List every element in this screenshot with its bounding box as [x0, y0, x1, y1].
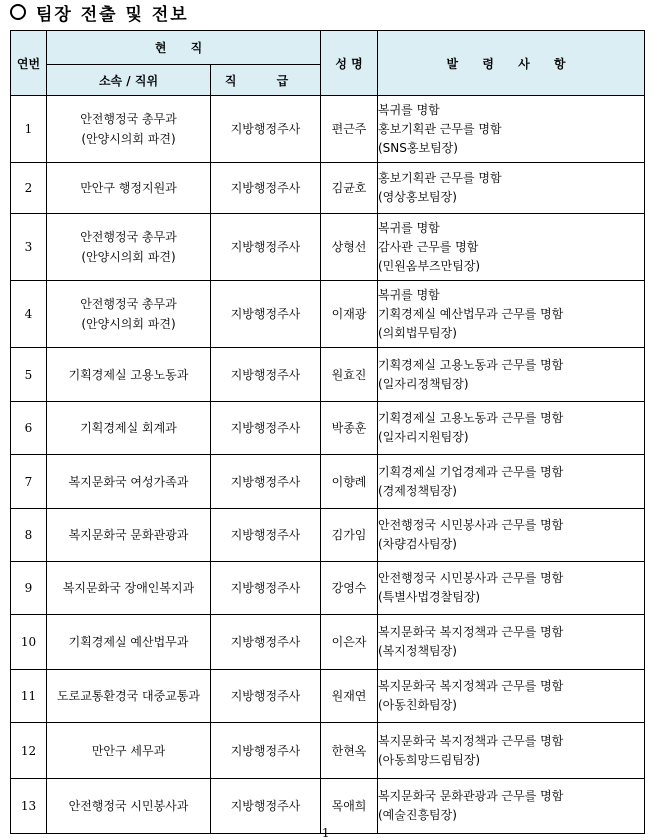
header-order-label: 발 령 사 항 — [446, 56, 576, 71]
row-name: 원재연 — [321, 670, 378, 723]
row-grade: 지방행정주사 — [211, 163, 321, 214]
row-number: 1 — [11, 96, 47, 163]
row-order — [378, 402, 645, 455]
row-number: 8 — [11, 509, 47, 562]
order-line: (의회법무팀장) — [378, 325, 457, 340]
table-body — [11, 96, 645, 834]
order-line: 기획경제실 고용노동과 근무를 명함 — [378, 357, 564, 372]
row-number: 2 — [11, 163, 47, 214]
department-line: 복지문화국 여성가족과 — [68, 474, 189, 489]
row-name: 원효진 — [321, 348, 378, 402]
order-line: (복지정책팀장) — [378, 644, 457, 658]
department-line: (안양시의회 파견) — [81, 250, 176, 264]
header-current-label: 현 직 — [154, 41, 213, 55]
circle-bullet-icon — [10, 4, 26, 20]
row-order — [378, 214, 645, 281]
row-department — [47, 402, 211, 455]
row-number: 13 — [11, 779, 47, 834]
row-name: 목애희 — [321, 779, 378, 834]
order-line: 홍보기획관 근무를 명함 — [378, 171, 502, 185]
table-row — [11, 348, 645, 402]
order-line: (일자리정책팀장) — [378, 376, 469, 391]
order-line: 복귀를 명함 — [378, 102, 440, 117]
table-row — [11, 670, 645, 723]
row-grade: 지방행정주사 — [211, 348, 321, 402]
order-line: 안전행정국 시민봉사과 근무를 명함 — [378, 571, 564, 585]
order-line: (영상홍보팀장) — [378, 190, 457, 204]
row-order — [378, 348, 645, 402]
row-grade: 지방행정주사 — [211, 509, 321, 562]
row-name: 김가임 — [321, 509, 378, 562]
table-row — [11, 509, 645, 562]
row-department — [47, 615, 211, 670]
row-department — [47, 281, 211, 348]
order-line: (일자리지원팀장) — [378, 430, 469, 444]
order-line: 복귀를 명함 — [378, 220, 440, 235]
order-line: 복지문화국 복지정책과 근무를 명함 — [378, 625, 564, 639]
header-grade — [211, 65, 321, 96]
row-grade: 지방행정주사 — [211, 96, 321, 163]
row-order — [378, 163, 645, 214]
row-number: 10 — [11, 615, 47, 670]
row-order — [378, 281, 645, 348]
department-line: 도로교통환경국 대중교통과 — [57, 689, 200, 703]
row-number: 9 — [11, 562, 47, 615]
order-line: (경제정책팀장) — [378, 483, 457, 498]
row-department — [47, 455, 211, 509]
row-order — [378, 723, 645, 779]
order-line: 감사관 근무를 명함 — [378, 239, 479, 254]
table-row — [11, 562, 645, 615]
row-name: 편근주 — [321, 96, 378, 163]
row-order — [378, 509, 645, 562]
order-line: 기획경제실 고용노동과 근무를 명함 — [378, 411, 564, 425]
row-grade: 지방행정주사 — [211, 670, 321, 723]
row-order — [378, 96, 645, 163]
order-line: 기획경제실 기업경제과 근무를 명함 — [378, 464, 564, 479]
row-department — [47, 214, 211, 281]
row-grade: 지방행정주사 — [211, 615, 321, 670]
table-row — [11, 723, 645, 779]
department-line: 복지문화국 문화관광과 — [68, 528, 189, 542]
department-line: 안전행정국 총무과 — [80, 112, 177, 126]
row-grade: 지방행정주사 — [211, 723, 321, 779]
department-line: 안전행정국 총무과 — [80, 230, 177, 244]
order-line: 홍보기획관 근무를 명함 — [378, 121, 502, 136]
row-name: 강영수 — [321, 562, 378, 615]
header-current — [47, 31, 321, 65]
personnel-table — [10, 30, 645, 834]
order-line: 복지문화국 복지정책과 근무를 명함 — [378, 733, 564, 748]
department-line: 기획경제실 예산법무과 — [68, 635, 189, 649]
row-grade: 지방행정주사 — [211, 455, 321, 509]
department-line: 안전행정국 시민봉사과 — [68, 799, 189, 813]
row-department — [47, 562, 211, 615]
row-number: 4 — [11, 281, 47, 348]
order-line: (차량검사팀장) — [378, 537, 457, 551]
table-row — [11, 96, 645, 163]
row-order — [378, 615, 645, 670]
header-dept: 소속 / 직위 — [47, 65, 211, 96]
department-line: 만안구 행정지원과 — [80, 181, 177, 195]
row-grade: 지방행정주사 — [211, 562, 321, 615]
row-order — [378, 562, 645, 615]
table-row — [11, 402, 645, 455]
order-line: (SNS홍보팀장) — [378, 140, 458, 155]
document-title-text: 팀장 전출 및 전보 — [36, 4, 189, 25]
order-line: 안전행정국 시민봉사과 근무를 명함 — [378, 518, 564, 532]
row-grade: 지방행정주사 — [211, 779, 321, 834]
header-name: 성 명 — [321, 31, 378, 96]
row-department — [47, 509, 211, 562]
row-number: 5 — [11, 348, 47, 402]
row-number: 6 — [11, 402, 47, 455]
row-order — [378, 670, 645, 723]
table-row — [11, 455, 645, 509]
row-department — [47, 670, 211, 723]
row-number: 11 — [11, 670, 47, 723]
row-name: 박종훈 — [321, 402, 378, 455]
table-row — [11, 615, 645, 670]
department-line: (안양시의회 파견) — [81, 132, 176, 146]
department-line: (안양시의회 파견) — [81, 317, 176, 331]
row-number: 3 — [11, 214, 47, 281]
row-name: 한현옥 — [321, 723, 378, 779]
department-line: 복지문화국 장애인복지과 — [62, 581, 195, 595]
order-line: 기획경제실 예산법무과 근무를 명함 — [378, 306, 564, 321]
order-line: (예술진흥팀장) — [378, 808, 457, 822]
row-name: 이재광 — [321, 281, 378, 348]
row-grade: 지방행정주사 — [211, 402, 321, 455]
row-department — [47, 96, 211, 163]
order-line: 복지문화국 복지정책과 근무를 명함 — [378, 679, 564, 693]
table-row — [11, 214, 645, 281]
row-number: 7 — [11, 455, 47, 509]
row-department — [47, 723, 211, 779]
order-line: (특별사법경찰팀장) — [378, 590, 481, 604]
row-grade: 지방행정주사 — [211, 281, 321, 348]
row-number: 12 — [11, 723, 47, 779]
table-row — [11, 281, 645, 348]
header-grade-label: 직 급 — [224, 73, 307, 88]
row-name: 이은자 — [321, 615, 378, 670]
order-line: 복귀를 명함 — [378, 287, 440, 302]
header-no: 연번 — [11, 31, 47, 96]
row-name: 이향례 — [321, 455, 378, 509]
department-line: 기획경제실 고용노동과 — [68, 367, 189, 382]
table-row — [11, 163, 645, 214]
page-number: - 1 - — [314, 826, 338, 840]
order-line: (민원옴부즈만팀장) — [378, 258, 481, 273]
order-line: 복지문화국 문화관광과 근무를 명함 — [378, 789, 564, 803]
department-line: 기획경제실 회계과 — [80, 421, 177, 435]
row-grade: 지방행정주사 — [211, 214, 321, 281]
order-line: (아동희망드림팀장) — [378, 752, 481, 767]
header-order — [378, 31, 645, 96]
row-department — [47, 348, 211, 402]
row-department — [47, 779, 211, 834]
row-order — [378, 779, 645, 834]
document-title — [10, 0, 189, 24]
row-department — [47, 163, 211, 214]
row-name: 상형선 — [321, 214, 378, 281]
department-line: 안전행정국 총무과 — [80, 297, 177, 311]
row-order — [378, 455, 645, 509]
row-name: 김균호 — [321, 163, 378, 214]
order-line: (아동친화팀장) — [378, 698, 457, 712]
department-line: 만안구 세무과 — [91, 743, 166, 758]
